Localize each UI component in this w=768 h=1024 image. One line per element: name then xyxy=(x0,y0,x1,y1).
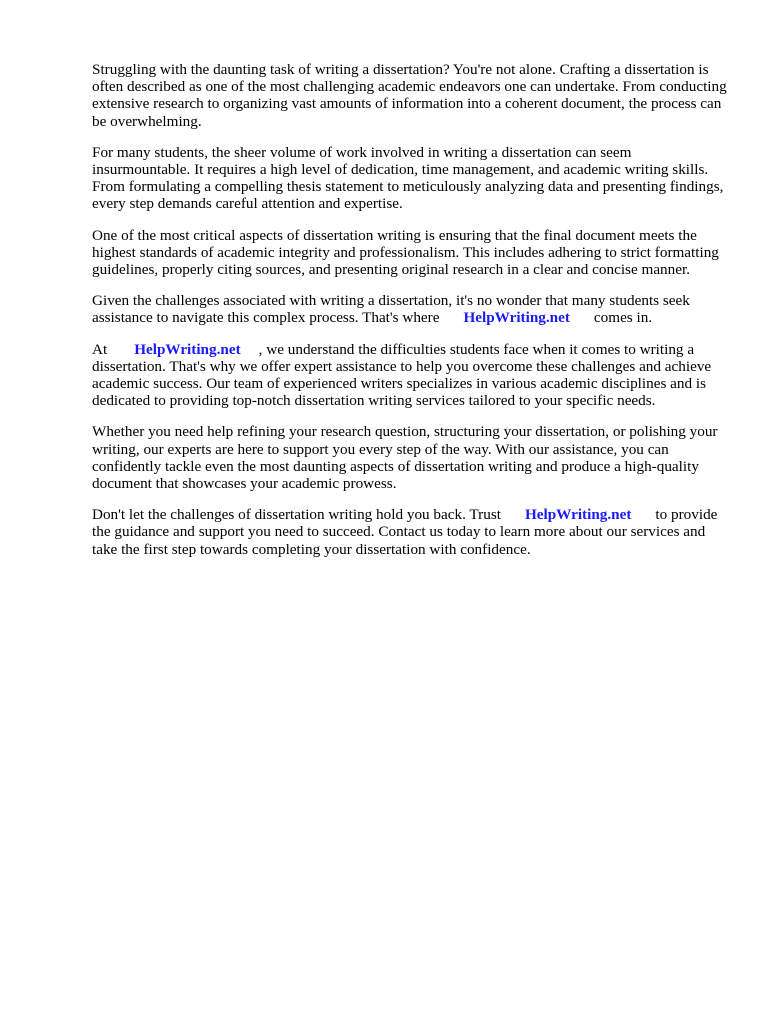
paragraph-standards: One of the most critical aspects of dissertation writing is ensuring that the final document meets the highest standards of academic integrity and professionalism. This includes adhering to strict formatting guidelines, properly citing sources, and presenting original research in a clear and concise manner. xyxy=(92,226,719,279)
paragraph-assistance-text-after: comes in. xyxy=(593,309,653,327)
paragraph-about-text-after: , we understand the difficulties students face when it comes to writing a dissertation. That's why we offer expert assistance to help you overcome these challenges and achieve academic success. Our team of experienced writers specializes in various academic disciplines and is dedicated to providing top-notch dissertation writing services tailored to your specific needs. xyxy=(92,340,712,410)
paragraph-workload: For many students, the sheer volume of work involved in writing a dissertation can seem insurmountable. It requires a high level of dedication, time management, and academic writing skills. From formulating a compelling thesis statement to meticulously analyzing data and presenting findings, every step demands careful attention and expertise. xyxy=(92,143,724,213)
paragraph-support: Whether you need help refining your research question, structuring your dissertation, or polishing your writing, our experts are here to support you every step of the way. With our assistance, you can confidently tackle even the most daunting aspects of dissertation writing and produce a high-quality document that showcases your academic prowess. xyxy=(92,423,718,493)
paragraph-assistance-text-before: Given the challenges associated with writing a dissertation, it's no wonder that many students seek assistance to navigate this complex process. That's where xyxy=(92,292,690,327)
paragraph-closing-text-after: to provide the guidance and support you need to succeed. Contact us today to learn more about our services and take the first step towards completing your dissertation with confidence. xyxy=(92,506,718,558)
helpwriting-link-1[interactable]: HelpWriting.net xyxy=(463,309,570,327)
helpwriting-link-2[interactable]: HelpWriting.net xyxy=(134,340,241,358)
paragraph-closing xyxy=(92,506,732,558)
paragraph-intro: Struggling with the daunting task of writing a dissertation? You're not alone. Crafting a dissertation is often described as one of the most challenging academic endeavors one can undertake. From conducting extensive research to organizing vast amounts of information into a coherent document, the process can be overwhelming. xyxy=(92,61,727,130)
paragraph-about-text-before: At xyxy=(92,340,108,358)
helpwriting-link-3[interactable]: HelpWriting.net xyxy=(524,506,632,524)
document-body xyxy=(92,61,732,572)
paragraph-about xyxy=(92,341,732,410)
paragraph-assistance xyxy=(92,292,732,326)
paragraph-closing-text-before: Don't let the challenges of dissertation writing hold you back. Trust xyxy=(92,506,501,524)
